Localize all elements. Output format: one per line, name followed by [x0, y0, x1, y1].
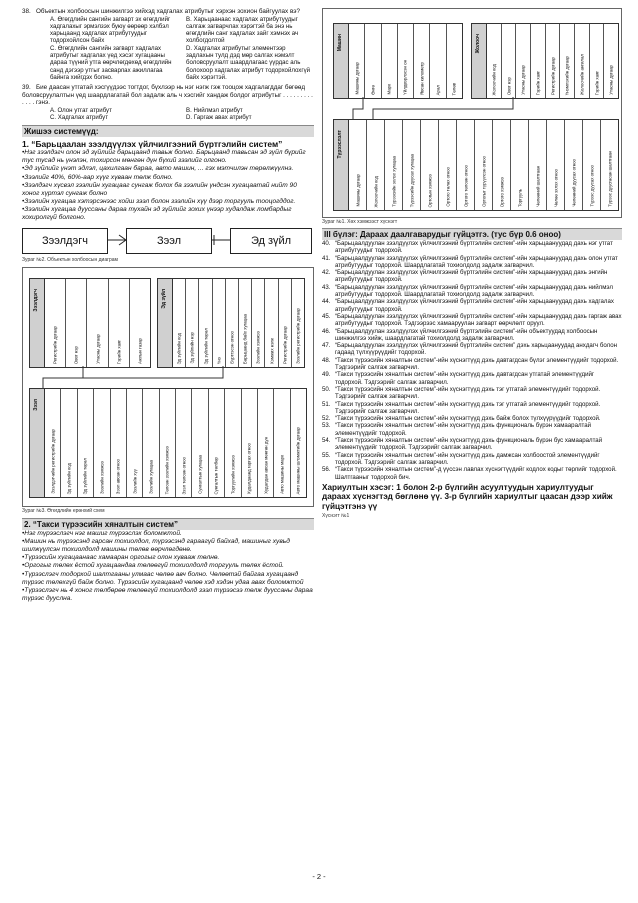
entity-zeel: Зээл	[126, 228, 212, 254]
task-list	[322, 240, 622, 481]
attribute-cell	[192, 389, 208, 497]
task-number: 53.	[322, 422, 331, 430]
task-item	[322, 466, 622, 481]
task-number: 52.	[322, 415, 331, 423]
task-number: 56.	[322, 466, 331, 474]
taxi-schema-diagram	[322, 8, 622, 218]
attribute-label: Төлөв	[451, 82, 457, 95]
attribute-cell	[421, 120, 439, 210]
task-number: 51.	[322, 400, 331, 408]
attribute-cell	[547, 120, 565, 210]
task-text: “Барьцаалдуулан зээлдүүлэх үйлчилгээний бүртгэлийн систем”-ийн харьцаануудад дахь гаргаж авах атрибутуудыг тодорхой. Тэдгээрээс хамааруулан загварт өөрчлөлт оруул.	[335, 312, 622, 328]
system-2-p2: •Машин нь түрээсэнд гарсан тохиолдол, түрээсэнд гараагүй байхад, машиныг хувьд шилжүүлсэн тохиолдолд машины төлөв өөрчлөгдөнө.	[22, 538, 290, 554]
attribute-label: Ортого хэмжээ	[499, 176, 504, 207]
task-text: “Барьцаалдуулан зээлдүүлэх үйлчилгээний бүртгэлийн систем” дэхь харьцаануудад анхдагч болон гадаад түлхүүрүүдийг тодорхой.	[335, 342, 617, 357]
task-item	[322, 284, 622, 299]
attribute-cell	[475, 120, 493, 210]
attribute-label: Зээлдэгчийн регистрийн дугаар	[50, 429, 56, 495]
task-item	[322, 342, 622, 357]
figure-2-caption: Зураг №2. Объектын холбоосын диаграм	[22, 257, 118, 264]
attribute-label: Зээлийн хэмжээ	[255, 331, 261, 365]
task-item	[322, 255, 622, 270]
table-header: Машин	[337, 34, 343, 52]
attribute-cell	[403, 120, 421, 210]
task-text: “Такси түрээсийн хяналтын систем”-ийн хүснэгтүүд дэхь функциональ бүрэн бус хамааралтай элементүүдийг тодорхой. Тэдгээрийг салгаж загварчил.	[335, 437, 603, 452]
task-number: 44.	[322, 298, 331, 306]
attribute-label: Марк	[386, 84, 392, 95]
system-2-p1: •Нэг түрээслэгч нэг машиг түрээслэх боломжтой.	[22, 530, 182, 538]
system-2-p6: •Түрээслэгч нь 4 хоног төлбөрөө төлөөгүй тохиолдолд зээл түрээсээ төлж дууссаны дараа түрээс дууслна.	[22, 586, 313, 602]
left-column	[22, 8, 314, 603]
attribute-cell	[111, 389, 127, 497]
attribute-label: Утасны дугаар	[520, 65, 526, 95]
task-item	[322, 313, 622, 328]
table-header: Жолооч	[475, 34, 481, 54]
question-39: 39. Бие даасан утгатай хэсгүүдээс тогтдог, бүхлээр нь нэг нэгж гэж тооцож хадгалагддаг бөгөөд боловсруулалтын үед шаардлагатай бол задалж аль ч хэсгийг хандаж болдог атрибутыг . . . . . . . . . . . . . гэнэ.	[22, 84, 313, 107]
system-1-p2: •Эд зүйлийг үнэт эдлэл, цахилгаан бараа, авто машин, ... гэх мэтчилэн төрөлжүүлнэ.	[22, 165, 294, 173]
task-number: 54.	[322, 437, 331, 445]
attribute-label: Зээлийн регистрийн дугаар	[295, 308, 301, 365]
figure-1-caption: Зураг №1. Хөх хэмжээст хүснэгт	[322, 219, 398, 225]
question-38: 38. Объектын холбоосын шинжилгээ хийхэд хадгалах атрибутыг хэрхэн зохион байгуулах вэ?	[22, 8, 300, 15]
figure-3-caption: Зураг №3. Өгөгдлийн ерөнхий схем	[22, 508, 105, 515]
table-header: Түрээслэлт	[337, 130, 343, 159]
attribute-label: Гэрийн хаяг	[594, 70, 600, 95]
task-number: 41.	[322, 254, 331, 262]
option-c[interactable]: C. Өгөгдлийн сангийн загварт хадгалах атрибутыг хадгалах үед хэсэг хугацааны дараа түүний утга өөрчлөгдөхөд өгөгдлийн санд дэгээр утгыг засварлах ажиллагаа байнга хийгдэх болно.	[50, 44, 172, 81]
attribute-label: Торгуулийн хэмжээ	[230, 454, 236, 495]
task-number: 49.	[322, 371, 331, 379]
task-number: 47.	[322, 342, 331, 350]
task-number: 45.	[322, 312, 331, 320]
section-label: Жишээ системүүд:	[22, 125, 314, 137]
attribute-cell	[349, 120, 367, 210]
attribute-cell	[529, 120, 547, 210]
attribute-label: Ортого төлөх огноо	[445, 167, 450, 207]
attribute-label: Машины дугаар	[355, 174, 360, 207]
task-item	[322, 386, 622, 401]
system-1-p1: •Нэг зээлдэгч олон эд зүйлийг барьцаанд тавьж болно. Барьцаанд тавьсан эд зүйл бүрийг тус тусад нь үнэлэн, тохирсон мөнгөн дүн бүхий зээлийг олгоно.	[22, 149, 306, 165]
attribute-label: Регистрийн дугаар	[550, 56, 556, 95]
attribute-label: Чөлөөний шалтгаан	[535, 166, 540, 207]
system-1-title: 1. “Барьцаалан зээлдүүлэх үйлчилгээний бүртгэлийн систем”	[22, 138, 283, 149]
task-text: “Такси түрээсийн хяналтын систем”-ийн хүснэгтүүд дэхь дамжсан холбоостой элементүүдийг тодорхой. Тэдгээрийг салгаж загварчил.	[335, 451, 600, 466]
table-header: Зээлдэгч	[33, 289, 39, 312]
attribute-label: Регистрийн дугаар	[282, 326, 288, 365]
task-number: 42.	[322, 269, 331, 277]
option-c[interactable]: C. Хадгалах атрибут	[50, 114, 108, 122]
task-number: 50.	[322, 385, 331, 393]
task-text: “Такси түрээсийн хяналтын систем”-ийн хүснэгтүүд дэхь давтагдсан бүлэг элементүүдийг тодорхой. Тэдгээрийг салгаж загварчил.	[335, 356, 619, 372]
attribute-label: Ортогын хэмжээ	[427, 173, 432, 207]
attribute-cell	[209, 389, 225, 497]
attribute-cell	[385, 120, 403, 210]
attribute-label: Зээлийн хэмжээ	[99, 461, 105, 495]
task-item	[322, 415, 622, 422]
attribute-cell	[258, 389, 274, 497]
system-1-p6: •Зээлийн хугацаа дууссаны дараа тухайн эд зүйлийг зохих үнээр худалдаж ломбардыг хохиролгүй болгоно.	[22, 205, 292, 221]
task-item	[322, 401, 622, 416]
task-text: “Такси түрээсийн хяналтын систем”-ийн хүснэгтүүд дэхь тэг утгатай элементүүдийг тодорхой. Тэдгээрийг салгаж загварчил.	[335, 400, 601, 415]
attribute-label: Ортогыг түрүүлсэн огноо	[481, 156, 486, 207]
attribute-label: Эд зүйлийн код	[176, 332, 182, 365]
task-text: “Барьцаалдуулан зээлдүүлэх үйлчилгээний бүртгэлийн систем”-ийн харьцаануудад дахь олон утгат атрибутуудыг тодорхой. Шаардлагатай тохиолдолд задалж загварчил.	[335, 254, 618, 269]
task-text: “Такси түрээсийн хяналтын систем”-ийн хүснэгтүүд дэхь байж болох түлхүүрүүдийг тодорхой.	[335, 415, 601, 423]
task-item	[322, 357, 622, 372]
attribute-label: Төлсөн зээлийн хэмжээ	[164, 445, 170, 495]
option-b[interactable]: B. Нийлмэл атрибут	[186, 107, 243, 115]
attribute-label: Зээл төлсөн огноо	[181, 456, 187, 495]
attribute-label: Жолоочийн код	[491, 63, 497, 95]
table-turees	[333, 119, 619, 211]
attribute-label: Сунгалтын төлбөр	[213, 456, 219, 495]
attribute-label: Авто машины марк	[279, 455, 285, 495]
attribute-label: Өнгө	[370, 85, 376, 95]
attribute-label: Торгууль	[517, 189, 522, 207]
attribute-cell	[160, 389, 176, 497]
option-a[interactable]: A. Өгөгдлийн сангийн загварт эх өгөгдлийг хадгалахыг эрмэлзэх буюу өөрөөр хэлбэл харьцаанд хадгалах атрибутуудыг тодорхойлсон байх	[50, 15, 171, 45]
task-item	[322, 371, 622, 386]
task-text: “Барьцаалдуулан зээлдүүлэх үйлчилгээний бүртгэлийн систем”-ийн объектуудад холбоосын шинжилгээ хийж, шаардлагатай тохиолдолд задалж загварчил.	[335, 327, 598, 342]
entity-zeeldegch: Зээлдэгч	[22, 228, 108, 254]
part-3-title: III бүлэг: Дараах даалгаварудыг гүйцэтгэ. (тус бүр 0.6 оноо)	[322, 228, 622, 240]
task-item	[322, 240, 622, 255]
attribute-label: Явсан километр	[419, 62, 425, 95]
option-d[interactable]: D. Хадгалах атрибутыг элементээр задлахын тулд дэд мөр салгах нэмэлт боловсруулалт шаардлагаас үүрдас аль болохоор хадгалах атрибут тодорхойлохгүй байх хэрэгтэй.	[186, 44, 311, 81]
attribute-cell	[94, 389, 110, 497]
task-text: “Барьцаалдуулан зээлдүүлэх үйлчилгээний бүртгэлийн систем”-ийн харьцаануудад дахь хадгалах атрибутуудыг тодорхой.	[335, 298, 614, 313]
attribute-cell	[176, 389, 192, 497]
attribute-label: Эд зүйлийн төрөл	[203, 327, 208, 365]
question-38-options	[50, 16, 314, 82]
task-item	[322, 269, 622, 284]
attribute-cell	[367, 120, 385, 210]
attribute-label: Овог нэр	[73, 346, 79, 365]
attribute-label: Гэрийн хаяг	[535, 70, 541, 95]
table-zeel	[29, 388, 307, 498]
attribute-cell	[78, 389, 94, 497]
attribute-cell	[601, 120, 618, 210]
answer-table-caption: Хүснэгт №1	[322, 512, 350, 519]
entity-edzuil: Эд зүйл	[230, 228, 312, 254]
attribute-cell	[291, 389, 306, 497]
attribute-label: Түрээс дуусах огноо	[589, 165, 594, 207]
task-text: “Такси түрээсийн хяналтын систем”-ийн хүснэгтүүд дэхь функциональ бүрэн хамааралтай элементүүдийг тодорхой.	[335, 422, 592, 437]
option-b[interactable]: B. Харьцаанаас хадгалах атрибутуудыг салгаж загварчлах хэрэгтэй ба энэ нь өгөгдлийн санг хадгалах зайг хэмнэх ач холбогдолтой	[186, 15, 299, 45]
attribute-label: Машины дугаар	[354, 62, 360, 95]
task-number: 40.	[322, 240, 331, 247]
attribute-label: Түрээсийн дуусах хугацаа	[409, 153, 414, 207]
task-item	[322, 437, 622, 452]
system-1-p5: •Зээлийн хугацаа хэтэрсэнээс хойш зээл болон зээлийн хүү дээр торгууль тооцогддог.	[22, 197, 296, 205]
attribute-label: Түрээс дуусгасан шалтгаан	[607, 151, 612, 207]
attribute-label: Зээлийн хүү	[132, 469, 138, 495]
attribute-label: Овог нэр	[506, 76, 511, 95]
attribute-cell	[493, 120, 511, 210]
system-2-p4: •Оргогыг төлөх ёстой хугацаандаа төлөөгүй тохиолдолд торгууль төлөх ёстой.	[22, 562, 284, 570]
attribute-label: Авто машины шлэмжтийн дугаар	[295, 426, 301, 495]
attribute-label: Регистрийн дугаар	[52, 326, 58, 365]
task-item	[322, 422, 622, 437]
option-d[interactable]: D. Гаргаж авах атрибут	[186, 114, 252, 122]
table-header: Эд зүйл	[161, 289, 167, 309]
answer-section-title: Хариултын хэсэг: 1 болон 2-р бүлгийн асуултуудын хариултуудыг дараах хүснэгтэд бөглөнө үү. 3-р бүлгийн хариултыг цаасан дээр хийж гүйцэтгэнэ үү	[322, 482, 613, 511]
right-column	[322, 8, 622, 519]
task-item	[322, 452, 622, 467]
task-text: “Барьцаалдуулан зээлдүүлэх үйлчилгээний бүртгэлийн систем”-ийн харьцаануудад дахь нэг утгат атрибутуудыг тодорхой.	[335, 240, 613, 255]
attribute-cell	[511, 120, 529, 210]
task-text: “Барьцаалдуулан зээлдүүлэх үйлчилгээний бүртгэлийн систем”-ийн харьцаануудад дахь энгийн атрибутуудыг тодорхой.	[335, 269, 608, 284]
attribute-label: Барьцаанд байх хугацаа	[242, 313, 248, 365]
attribute-label: Гэрийн хаяг	[116, 339, 122, 365]
attribute-label: Чөлөө эхлэх огноо	[553, 169, 558, 207]
task-number: 48.	[322, 356, 331, 364]
attribute-label: Эд зүйлийн төрөл	[82, 457, 88, 495]
attribute-label: Худалдан авсан мөнгөн дүн	[263, 437, 269, 495]
attribute-cell	[457, 120, 475, 210]
task-item	[322, 298, 622, 313]
attribute-label: Утасны дугаар	[608, 65, 614, 95]
attribute-cell	[583, 120, 601, 210]
object-link-diagram	[22, 226, 314, 256]
general-schema-diagram	[22, 267, 314, 507]
attribute-label: Эд зүйлийн нэр	[189, 332, 195, 365]
system-1-p4: •Зээлдэгч хүсвэл зээлийн хугацааг сунгаж болох ба зээлийн үндсэн хугацаатай нийт 90 хоног хүртэл сунгаж болно	[22, 181, 297, 197]
attribute-label: Үйлдвэрлэсэн он	[402, 60, 408, 95]
system-1-p3: •Зээлийг 40%, 60%-аар хүүг хүваан төлж болно.	[22, 173, 173, 181]
attribute-label: Чөлөөний дуусах огноо	[571, 159, 576, 207]
attribute-label: Зээлийн хугацаа	[148, 460, 154, 495]
task-number: 46.	[322, 327, 331, 335]
attribute-cell	[225, 389, 241, 497]
task-number: 43.	[322, 283, 331, 291]
attribute-label: Худалдаанд гаргах огноо	[246, 442, 252, 495]
system-2-p5: •Түрээслэгч тодорхой шалтгааны улмаас чөлөө авч болно. Чөлөөтэй байгаа хугацаанд түрээс төлөхгүй байж болно. Түрээсийн хугацаанд чөлөө хэд хэдэн удаа авах боломжтой	[22, 570, 304, 586]
task-text: “Такси түрээсийн хяналтын систем”-ийн хүснэгтүүд дэхь давтагдсан утгатай элементүүдийг тодорхой. Тэдгээрийг салгаж загварчил.	[335, 371, 595, 386]
attribute-label: Ажлын газар	[137, 338, 143, 365]
attribute-cell	[565, 120, 583, 210]
attribute-label: Үнэмлэхийн дугаар	[564, 55, 570, 95]
attribute-label: Утасны дугаар	[95, 334, 100, 365]
attribute-label: Ортого төлсөн огноо	[463, 165, 468, 207]
system-2-title: 2. “Такси түрээсийн хяналтын систем”	[22, 518, 314, 530]
task-text: “Барьцаалдуулан зээлдүүлэх үйлчилгээний бүртгэлийн систем”-ийн харьцаануудад дахь нийлмэл атрибутуудыг тодорхой. Шаардлагатай тохиолдолд задалж загварчил.	[335, 283, 613, 299]
diagram-lines	[22, 226, 314, 256]
attribute-label: Жолоочийн ангилал	[579, 53, 585, 95]
task-text: “Такси түрээсийн хяналтын систем”-ийн хүснэгтүүд дэхь тэг утгатай элементүүдийг тодорхой. Тэдгээрийг салгаж загварчил.	[335, 385, 601, 401]
attribute-label: Жолоочийн код	[373, 175, 378, 207]
attribute-cell	[242, 389, 258, 497]
attribute-cell	[45, 389, 61, 497]
system-2-p3: •Түрээсийн хугацаанаас хамааран оргогыг олон хувааж төлнө.	[22, 554, 220, 562]
task-number: 55.	[322, 451, 331, 459]
task-item	[322, 328, 622, 343]
attribute-label: Бүртгэсэн огноо	[229, 331, 235, 365]
table-header: Зээл	[33, 399, 39, 411]
question-39-options	[50, 107, 314, 122]
attribute-label: Түрээсийн эхлэх хугацаа	[391, 156, 396, 207]
attribute-label: Эд зүйлийн код	[66, 462, 72, 495]
attribute-cell	[143, 389, 159, 497]
attribute-label: Сунгалтын хугацаа	[197, 455, 203, 495]
option-a[interactable]: A. Олон утгат атрибут	[50, 107, 112, 115]
page-number: - 2 -	[312, 872, 326, 881]
attribute-cell	[127, 389, 143, 497]
attribute-label: Зээл авсан огноо	[115, 458, 121, 495]
attribute-cell	[274, 389, 290, 497]
attribute-label: Арал	[435, 84, 441, 95]
attribute-label: Хэмжих нэгж	[269, 337, 275, 365]
task-text: “Такси түрээсийн хяналтын систем”-д үүссэн лавлах хүснэгтүүдийг кодлох кодыг төрлийг тодорхой. Шалтгааныг тодорхой бич.	[335, 466, 617, 481]
attribute-label: Үнэ	[216, 356, 222, 365]
attribute-cell	[61, 389, 77, 497]
attribute-cell	[439, 120, 457, 210]
